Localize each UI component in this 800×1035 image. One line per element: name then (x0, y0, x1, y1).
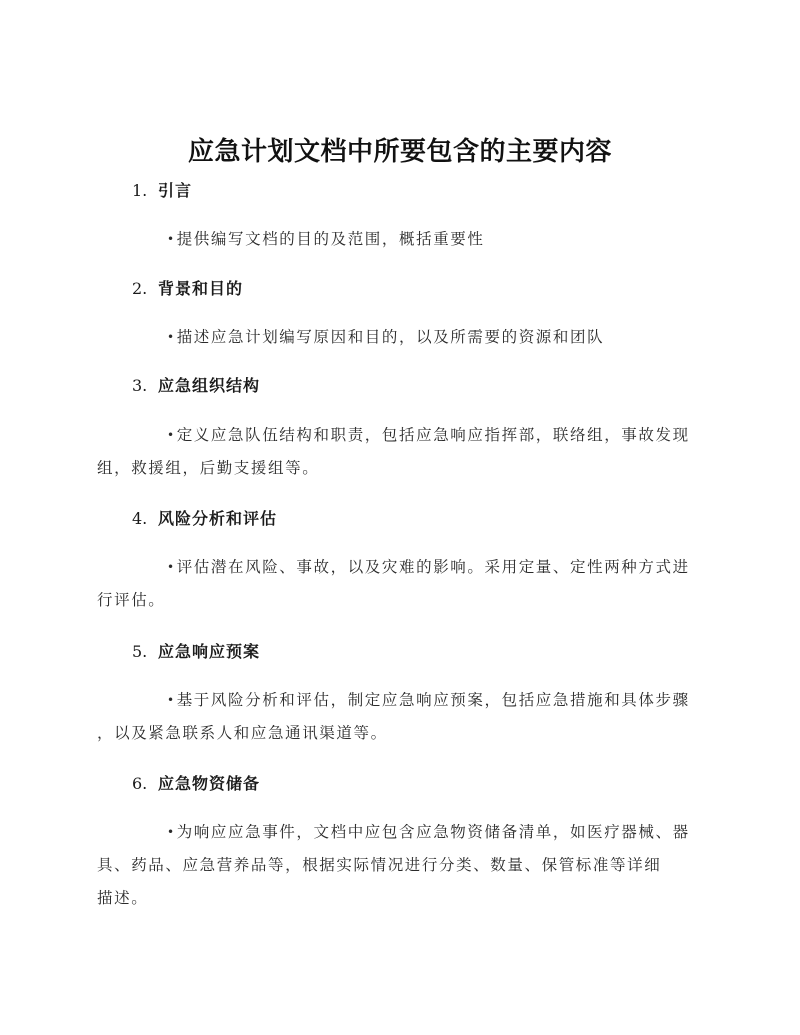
section-heading-1 (132, 179, 192, 203)
section-number: 1. (132, 181, 148, 200)
section-body-3 (97, 419, 702, 485)
bullet-icon: • (167, 825, 176, 839)
section-number: 6. (132, 774, 148, 793)
body-line: 提供编写文档的目的及范围，概括重要性 (176, 230, 485, 248)
section-title: 应急物资储备 (158, 774, 261, 793)
section-body-1 (97, 223, 702, 256)
section-title: 应急响应预案 (158, 642, 261, 661)
section-heading-3 (132, 374, 260, 398)
bullet-icon: • (167, 428, 176, 442)
section-body-6 (97, 816, 702, 915)
bullet-icon: • (167, 330, 176, 344)
section-title: 引言 (158, 181, 193, 200)
section-heading-2 (132, 277, 243, 301)
section-body-2 (97, 321, 702, 354)
section-title: 风险分析和评估 (158, 509, 278, 528)
section-heading-4 (132, 507, 277, 531)
bullet-icon: • (167, 232, 176, 246)
section-number: 2. (132, 279, 148, 298)
body-line: 具、药品、应急营养品等，根据实际情况进行分类、数量、保管标准等详细 (97, 856, 662, 874)
body-line: 评估潜在风险、事故，以及灾难的影响。采用定量、定性两种方式进 (176, 558, 690, 576)
bullet-icon: • (167, 693, 176, 707)
section-number: 4. (132, 509, 148, 528)
bullet-icon: • (167, 560, 176, 574)
section-title: 背景和目的 (158, 279, 244, 298)
section-heading-6 (132, 772, 260, 796)
section-heading-5 (132, 640, 260, 664)
body-line: 行评估。 (97, 591, 166, 609)
body-line: ，以及紧急联系人和应急通讯渠道等。 (97, 724, 388, 742)
body-line: 描述。 (97, 889, 149, 907)
body-line: 为响应应急事件，文档中应包含应急物资储备清单，如医疗器械、器 (176, 823, 690, 841)
body-line: 描述应急计划编写原因和目的，以及所需要的资源和团队 (176, 328, 605, 346)
body-line: 定义应急队伍结构和职责，包括应急响应指挥部，联络组，事故发现 (176, 426, 690, 444)
section-body-5 (97, 684, 702, 750)
section-body-4 (97, 551, 702, 617)
section-title: 应急组织结构 (158, 376, 261, 395)
section-number: 3. (132, 376, 148, 395)
document-title: 应急计划文档中所要包含的主要内容 (187, 137, 612, 167)
section-number: 5. (132, 642, 148, 661)
body-line: 基于风险分析和评估，制定应急响应预案，包括应急措施和具体步骤 (176, 691, 690, 709)
body-line: 组，救援组，后勤支援组等。 (97, 459, 320, 477)
